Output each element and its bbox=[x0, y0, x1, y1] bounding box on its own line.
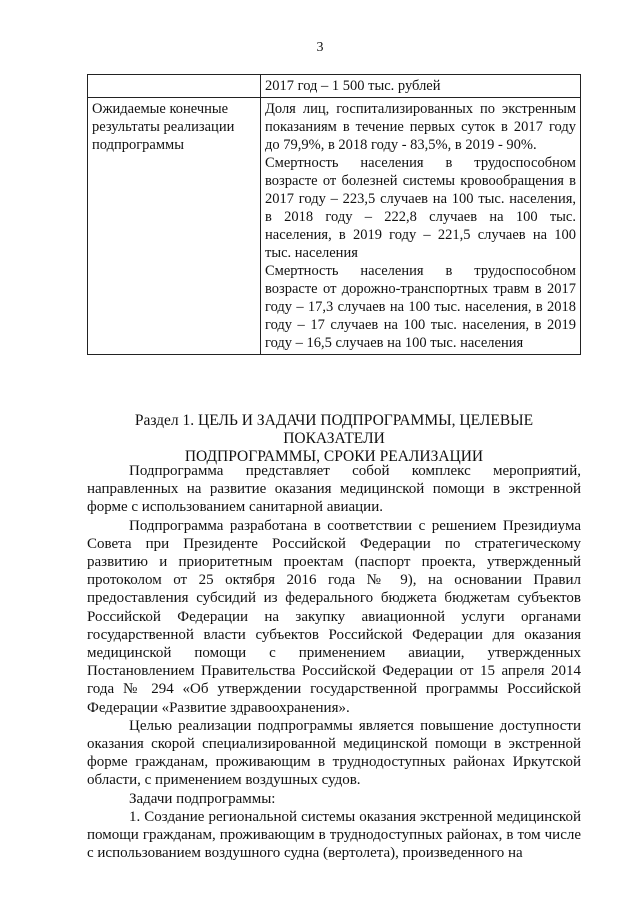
paragraph-legal-basis: Подпрограмма разработана в соответствии с решением Президиума Совета при Президенте Российской Федерации по стратегическому развитию и приоритетным проектам (паспорт проекта, утвержденный протоколом от 25 октября 2016 года № 9), на основании Правил предоставления субсидий из федерального бюджета бюджетам субъектов Российской Федерации на закупку авиационной услуги органами государственной власти субъектов Российской Федерации для оказания медицинской помощи с применением авиации, утвержденных Постановлением Правительства Российской Федерации от 15 апреля 2014 года № 294 «Об утверждении государственной программы Российской Федерации «Развитие здравоохранения». bbox=[87, 517, 581, 716]
section-body bbox=[87, 462, 581, 862]
tasks-heading: Задачи подпрограммы: bbox=[129, 790, 276, 807]
section-heading-line-2: ПОДПРОГРАММЫ, СРОКИ РЕАЛИЗАЦИИ bbox=[184, 448, 484, 465]
task-item-1: 1. Создание региональной системы оказания экстренной медицинской помощи гражданам, проживающим в труднодоступных районах, в том числе с использованием воздушного судна (вертолета), произведенного на bbox=[87, 808, 581, 862]
page-number: 3 bbox=[316, 40, 324, 55]
funding-2017-text: 2017 год – 1 500 тыс. рублей bbox=[265, 78, 441, 94]
table-cell-empty bbox=[88, 75, 261, 98]
funding-2017-cell bbox=[261, 75, 581, 98]
table-row bbox=[88, 75, 581, 98]
paragraph-goal: Целью реализации подпрограммы является повышение доступности оказания скорой специализированной медицинской помощи в экстренной форме гражданам, проживающим в труднодоступных районах Иркутской области, с применением воздушных судов. bbox=[87, 717, 581, 789]
expected-results-cell bbox=[261, 98, 581, 355]
table-row bbox=[88, 98, 581, 355]
expected-results-label: Ожидаемые конечные результаты реализации подпрограммы bbox=[88, 98, 261, 355]
section-heading bbox=[87, 412, 581, 466]
subprogram-passport-table bbox=[87, 74, 581, 355]
result-mortality-road-injuries: Смертность населения в трудоспособном возрасте от дорожно-транспортных травм в 2017 году – 17,3 случаев на 100 тыс. населения, в 2018 году – 17 случаев на 100 тыс. населения, в 2019 году – 16,5 случаев на 100 тыс. населения bbox=[265, 263, 576, 351]
result-mortality-circulatory: Смертность населения в трудоспособном возрасте от болезней системы кровообращения в 2017 году – 223,5 случаев на 100 тыс. населения, в 2018 году – 222,8 случаев на 100 тыс. населения, в 2019 году – 221,5 случаев на 100 тыс. населения bbox=[265, 155, 576, 261]
result-hospitalization: Доля лиц, госпитализированных по экстренным показаниям в течение первых суток в 2017 году до 79,9%, в 2018 году - 83,5%, в 2019 - 90%. bbox=[265, 101, 576, 153]
section-heading-line-1: Раздел 1. ЦЕЛЬ И ЗАДАЧИ ПОДПРОГРАММЫ, ЦЕЛЕВЫЕ ПОКАЗАТЕЛИ bbox=[134, 412, 534, 447]
paragraph-purpose: Подпрограмма представляет собой комплекс мероприятий, направленных на развитие оказания медицинской помощи в экстренной форме с использованием санитарной авиации. bbox=[87, 463, 581, 516]
